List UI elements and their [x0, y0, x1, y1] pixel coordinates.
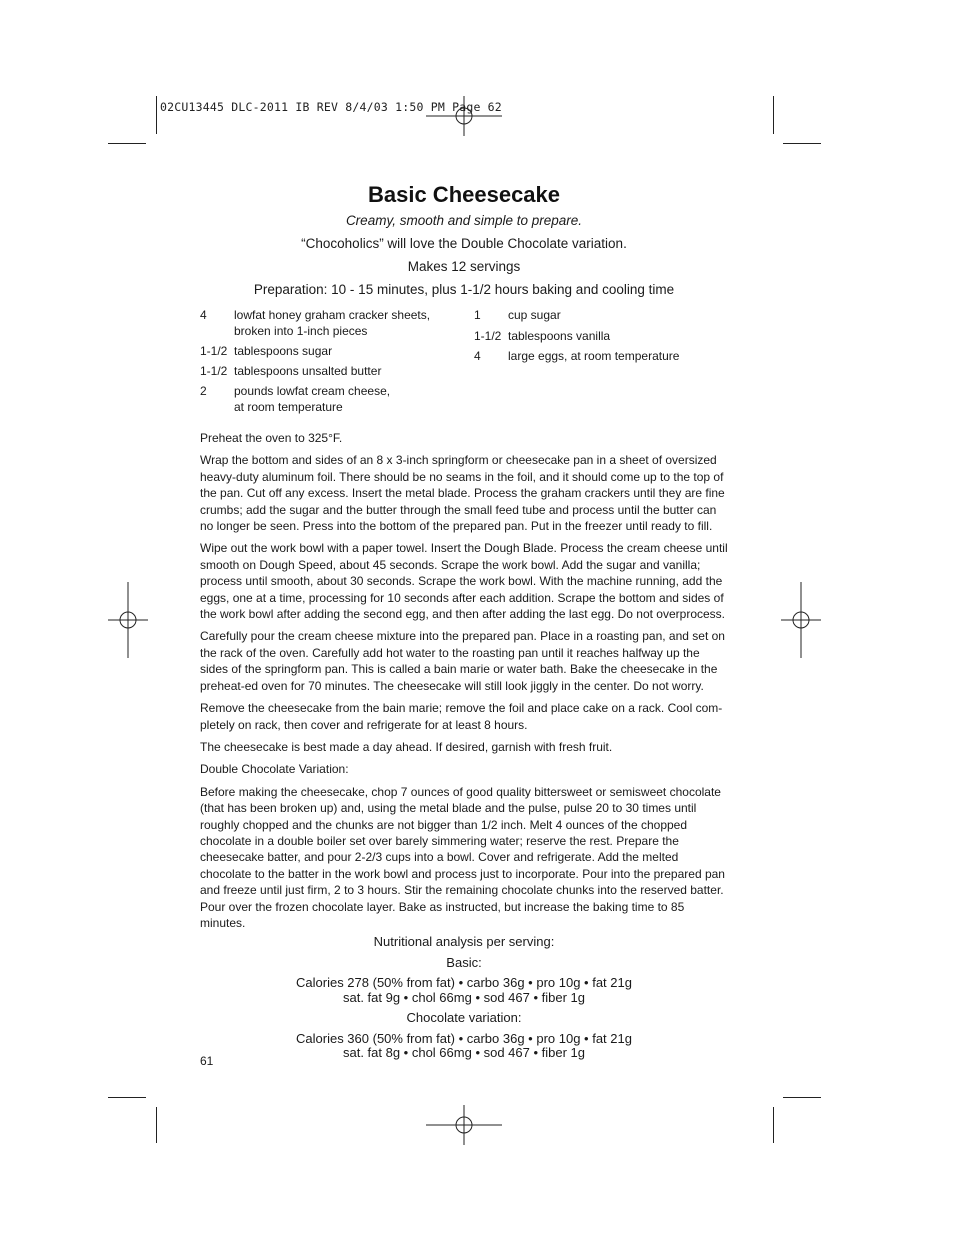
- instruction-paragraph: The cheesecake is best made a day ahead. If desired, garnish with fresh fruit.: [200, 739, 613, 754]
- ingredient-desc: tablespoons sugar: [234, 344, 333, 358]
- ingredient-desc: cup sugar: [508, 308, 561, 322]
- nutrition-chocolate-line: sat. fat 8g • chol 66mg • sod 467 • fiber 1g: [342, 1045, 586, 1060]
- ingredient-desc-line: broken into 1-inch pieces: [234, 324, 368, 338]
- crop-mark-tl-horizontal: [108, 143, 146, 144]
- nutrition-section: [0, 935, 928, 1061]
- instruction-paragraph: Carefully pour the cream cheese mixture into the prepared pan. Place in a roasting pan, and set on the rack of the oven. Carefully add hot water to the roasting pan until it reaches halfway up the sides of the springform pan. This is called a bain marie or water bath. Bake the cheesecake in the preheat-ed oven for 70 minutes. The cheesecake will still look jiggly in the center. Do not worry.: [200, 629, 725, 693]
- recipe-prep-time: Preparation: 10 - 15 minutes, plus 1-1/2 hours baking and cooling time: [253, 282, 675, 297]
- ingredient-qty: 1-1/2: [200, 364, 228, 378]
- ingredient-desc-line: at room temperature: [234, 400, 343, 414]
- ingredient-qty: 1-1/2: [200, 344, 228, 358]
- ingredient-qty: 2: [200, 384, 207, 398]
- crop-mark-bl-vertical: [156, 1107, 157, 1143]
- nutrition-basic-line: Calories 278 (50% from fat) • carbo 36g • pro 10g • fat 21g: [296, 975, 632, 990]
- crop-mark-bl-horizontal: [108, 1097, 146, 1098]
- ingredient-item: [474, 307, 734, 323]
- nutrition-chocolate-line: Calories 360 (50% from fat) • carbo 36g • pro 10g • fat 21g: [296, 1030, 632, 1046]
- registration-mark-left-icon: [108, 582, 148, 658]
- nutrition-heading: Nutritional analysis per serving:: [373, 934, 555, 949]
- ingredient-desc: tablespoons unsalted butter: [234, 364, 382, 378]
- ingredient-item: [474, 328, 734, 344]
- ingredient-desc: [234, 383, 390, 415]
- variation-heading: Double Chocolate Variation:: [200, 762, 349, 777]
- instruction-paragraph: Preheat the oven to 325°F.: [200, 431, 343, 445]
- crop-mark-br-vertical: [773, 1107, 774, 1143]
- ingredient-item: [200, 383, 450, 415]
- registration-mark-top-icon: [426, 96, 502, 136]
- ingredient-item: [200, 307, 450, 339]
- ingredient-item: [200, 343, 450, 359]
- registration-mark-right-icon: [781, 582, 821, 658]
- instruction-paragraph: Before making the cheesecake, chop 7 ounces of good quality bittersweet or semisweet chocolate (that has been broken up) and, using the metal blade and the pulse, pulse 20 to 30 times until roughly chopped and the chunks are not bigger than 1/2 inch. Melt 4 ounces of the chopped chocolate in a double boiler set over barely simmering water; reserve the rest. Prepare the cheesecake batter, and pour 2-2/3 cups into a bowl. Cover and refrigerate. Add the melted chocolate to the batter in the work bowl and process just to incorporate. Pour into the prepared pan and freeze until just firm, 2 to 3 hours. Stir the remaining chocolate chunks into the reserved batter. Pour over the frozen chocolate layer. Bake as instructed, but increase the baking time to 85 minutes.: [200, 784, 725, 930]
- print-slug: 02CU13445 DLC-2011 IB REV 8/4/03 1:50 PM Page 62: [160, 100, 502, 114]
- ingredient-desc: tablespoons vanilla: [508, 329, 611, 343]
- nutrition-basic-label: Basic:: [446, 954, 482, 970]
- ingredient-desc: [234, 307, 430, 339]
- ingredient-desc-line: pounds lowfat cream cheese,: [234, 384, 391, 398]
- ingredient-qty: 4: [200, 308, 207, 322]
- recipe-instructions: [200, 430, 730, 937]
- recipe-variation-note: “Chocoholics” will love the Double Chocolate variation.: [301, 236, 627, 251]
- crop-mark-br-horizontal: [783, 1097, 821, 1098]
- ingredient-item: [474, 348, 734, 364]
- instruction-paragraph: Wrap the bottom and sides of an 8 x 3-inch springform or cheesecake pan in a sheet of oversized heavy-duty aluminum foil. There should be no seams in the foil, and it should come up to the top of the pan. Cut off any excess. Insert the metal blade. Process the graham crackers until they are fine crumbs; add the sugar and the butter through the small feed tube and process until the butter can no longer be seen. Press into the bottom of the prepared pan. Put in the freezer until ready to fill.: [200, 453, 725, 534]
- recipe-servings: Makes 12 servings: [407, 259, 521, 274]
- ingredient-qty: 1: [474, 308, 481, 322]
- recipe-tagline: Creamy, smooth and simple to prepare.: [345, 213, 583, 228]
- page-number: 61: [200, 1054, 214, 1068]
- crop-mark-tl-vertical: [156, 96, 157, 134]
- registration-mark-bottom-icon: [426, 1105, 502, 1145]
- instruction-paragraph: Remove the cheesecake from the bain marie; remove the foil and place cake on a rack. Cool com-pletely on rack, then cover and refrigerate for at least 8 hours.: [200, 701, 723, 732]
- instruction-paragraph: Wipe out the work bowl with a paper towel. Insert the Dough Blade. Process the cream cheese until smooth on Dough Speed, about 45 seconds. Scrape the work bowl. Add the sugar and vanilla; process until smooth, about 30 seconds. Scrape the work bowl. With the machine running, add the eggs, one at a time, processing for 10 seconds after each addition. Scrape the bottom and sides of the work bowl after adding the second egg, and then after adding the last egg. Do not overprocess.: [200, 541, 728, 622]
- ingredient-qty: 1-1/2: [474, 329, 502, 343]
- recipe-title: Basic Cheesecake: [367, 182, 561, 207]
- nutrition-basic-line: sat. fat 9g • chol 66mg • sod 467 • fiber 1g: [342, 989, 586, 1005]
- nutrition-chocolate-label: Chocolate variation:: [406, 1010, 522, 1025]
- ingredient-desc-line: lowfat honey graham cracker sheets,: [234, 308, 431, 322]
- crop-mark-tr-horizontal: [783, 143, 821, 144]
- ingredient-desc: large eggs, at room temperature: [508, 349, 680, 363]
- ingredient-qty: 4: [474, 349, 481, 363]
- crop-mark-tr-vertical: [773, 96, 774, 134]
- ingredient-item: [200, 363, 450, 379]
